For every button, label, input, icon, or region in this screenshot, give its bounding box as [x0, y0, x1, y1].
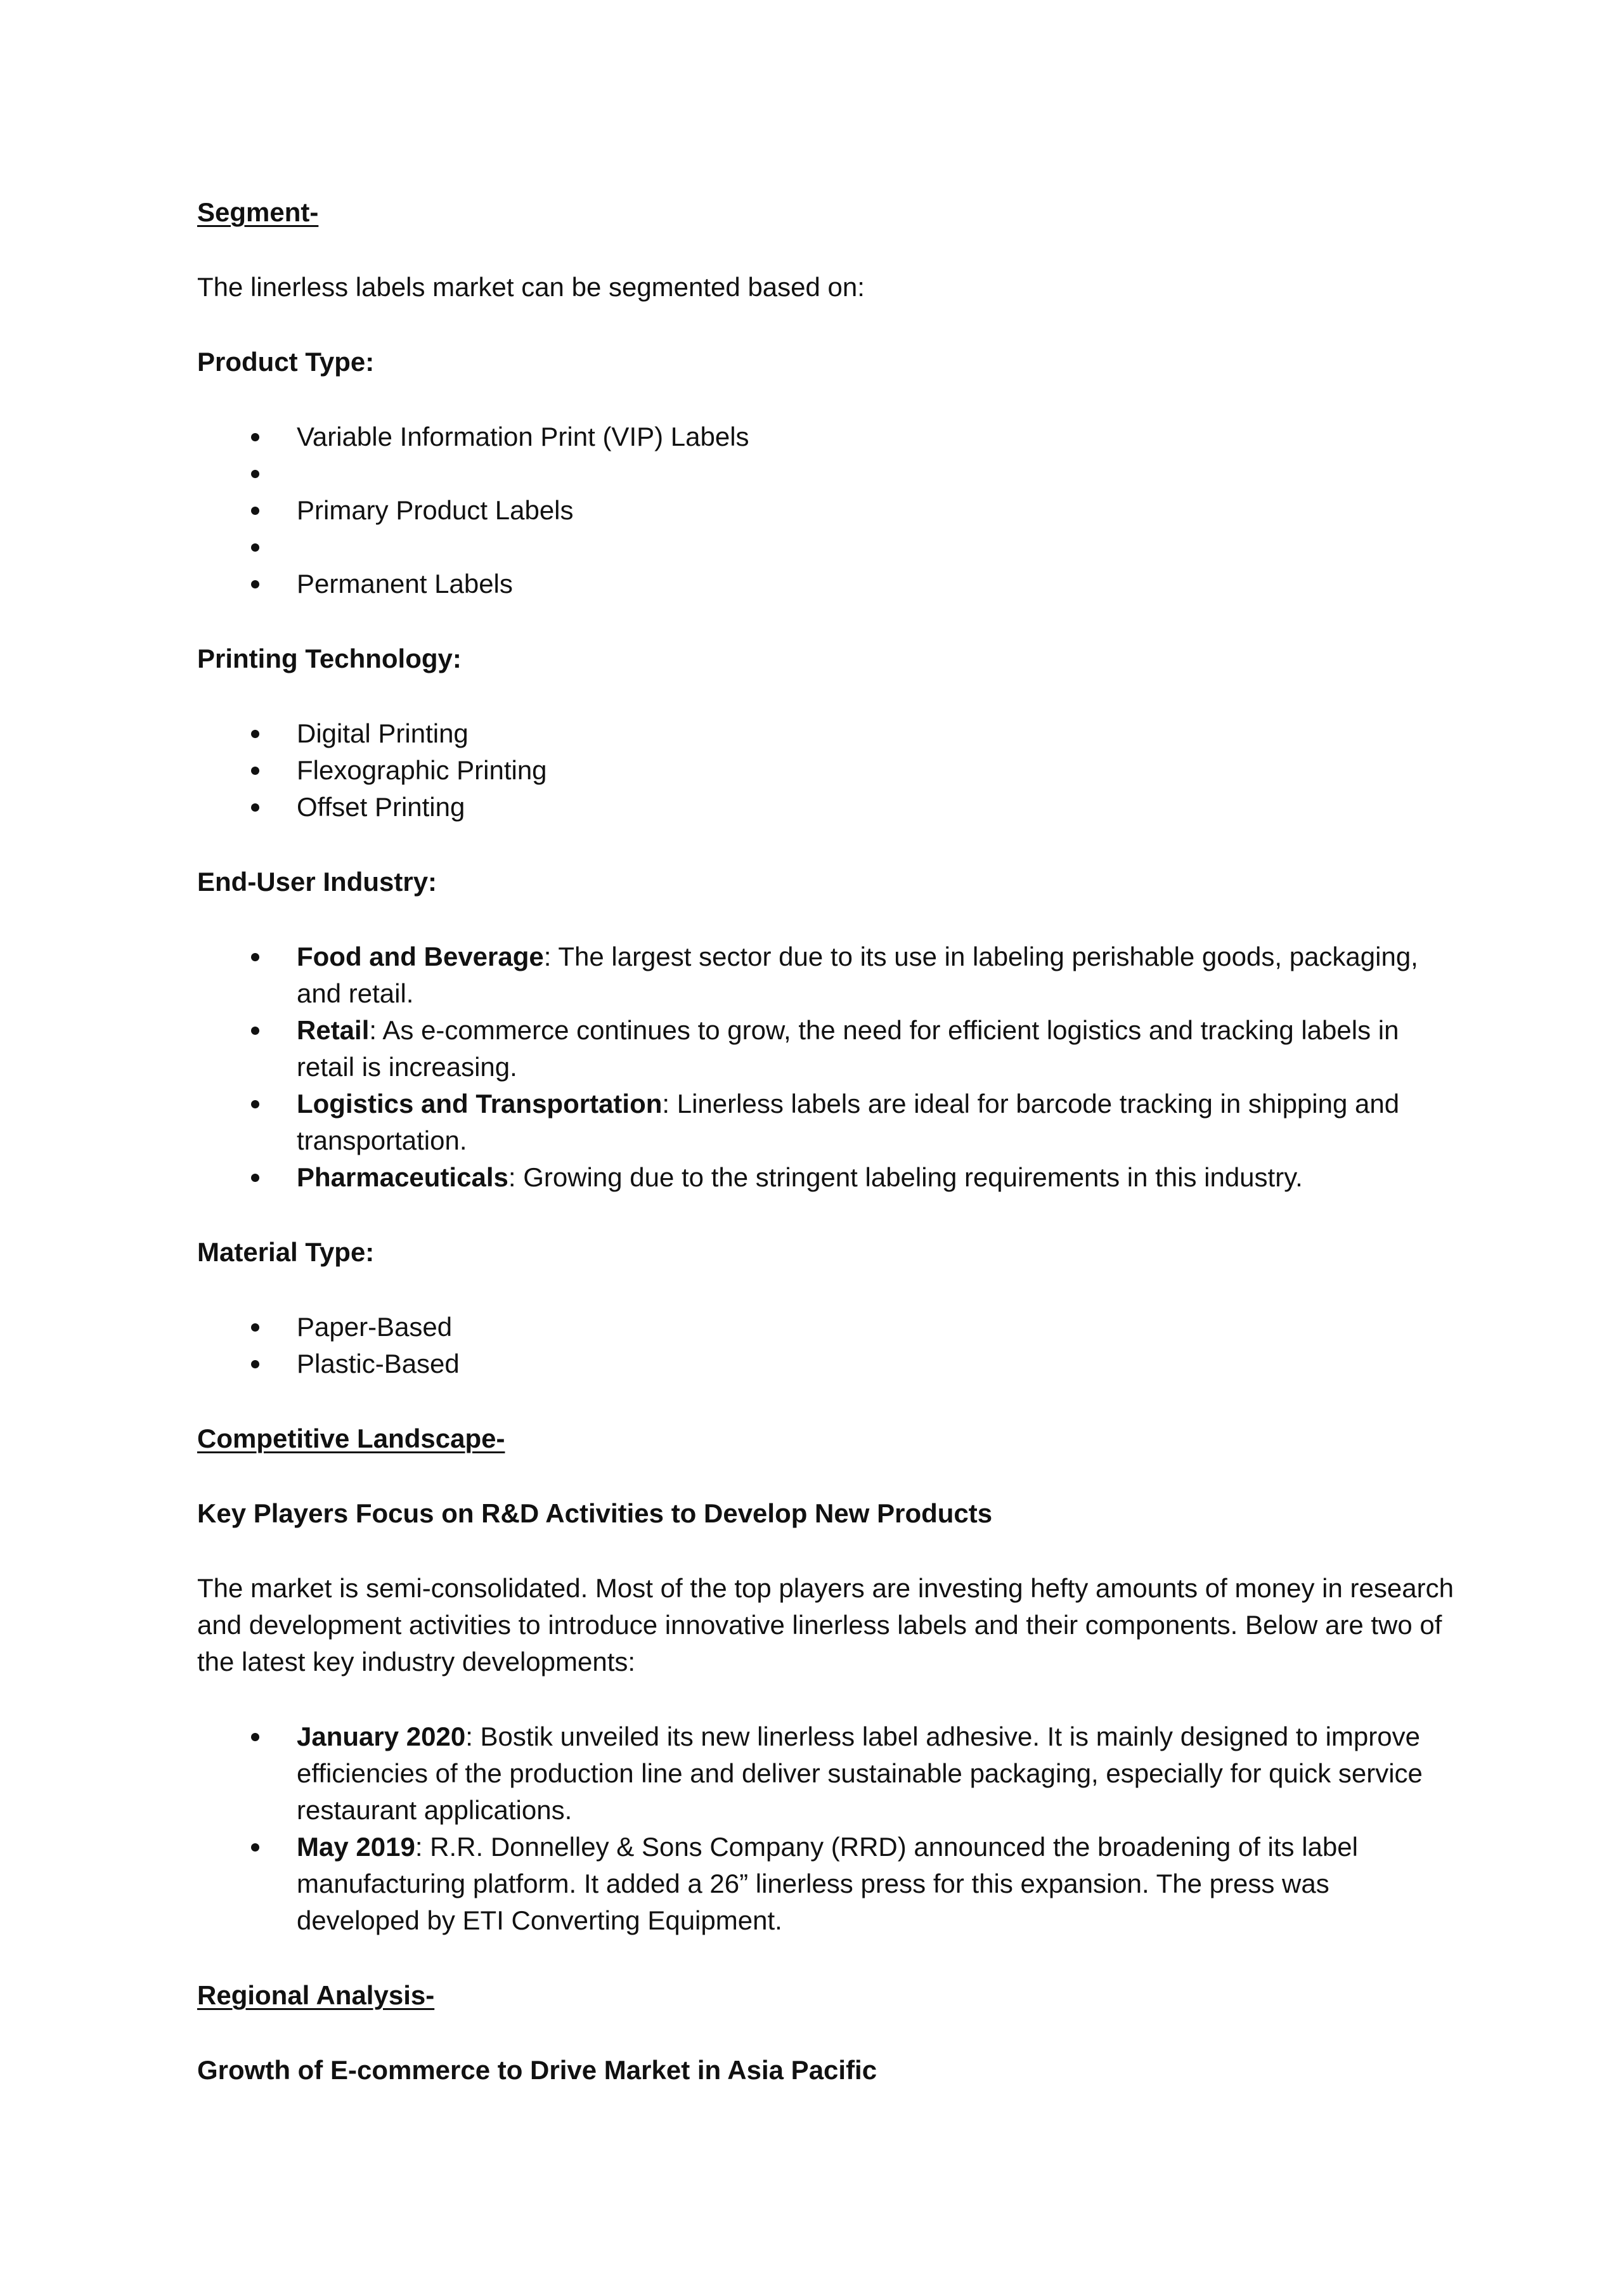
list-item [297, 938, 1459, 1012]
item-lead: Logistics and Transportation [297, 1089, 663, 1119]
list-item: Primary Product Labels [297, 492, 1459, 529]
list-item: Paper-Based [297, 1309, 1459, 1346]
item-lead: January 2020 [297, 1722, 466, 1751]
item-text: : As e-commerce continues to grow, the need for efficient logistics and tracking labels in retail is increasing. [297, 1015, 1399, 1082]
item-lead: Retail [297, 1015, 370, 1045]
list-item [297, 1159, 1459, 1196]
list-item: Variable Information Print (VIP) Labels [297, 418, 1459, 455]
regional-analysis-subheading: Growth of E-commerce to Drive Market in Asia Pacific [197, 2055, 877, 2085]
list-item: Plastic-Based [297, 1346, 1459, 1382]
regional-analysis-heading: Regional Analysis- [197, 1980, 435, 2010]
list-item [297, 1718, 1459, 1829]
developments-list [197, 1718, 1459, 1939]
item-text: : Linerless labels are ideal for barcode tracking in shipping and transportation. [297, 1089, 1400, 1155]
item-lead: Food and Beverage [297, 942, 544, 971]
list-item: Flexographic Printing [297, 752, 1459, 789]
document-page [197, 194, 1459, 2089]
list-item [297, 1829, 1459, 1939]
list-item [297, 1012, 1459, 1086]
item-lead: Pharmaceuticals [297, 1162, 508, 1192]
material-type-heading: Material Type: [197, 1237, 375, 1267]
product-type-heading: Product Type: [197, 347, 375, 377]
list-item: Digital Printing [297, 715, 1459, 752]
end-user-industry-list [197, 938, 1459, 1196]
list-item [297, 529, 1459, 566]
competitive-landscape-paragraph: The market is semi-consolidated. Most of the top players are investing hefty amounts of money in research and development activities to introduce innovative linerless labels and their components. Below are two of the latest key industry developments: [197, 1573, 1454, 1677]
item-text: : Growing due to the stringent labeling requirements in this industry. [508, 1162, 1303, 1192]
item-text: : The largest sector due to its use in labeling perishable goods, packaging, and retail. [297, 942, 1418, 1008]
item-text: : R.R. Donnelley & Sons Company (RRD) announced the broadening of its label manufacturing platform. It added a 26” linerless press for this expansion. The press was developed by ETI Converting Equipment. [297, 1832, 1358, 1935]
item-text: : Bostik unveiled its new linerless label adhesive. It is mainly designed to improve efficiencies of the production line and deliver sustainable packaging, especially for quick service restaurant applications. [297, 1722, 1423, 1825]
product-type-list [197, 418, 1459, 602]
end-user-industry-heading: End-User Industry: [197, 867, 437, 897]
list-item [297, 455, 1459, 492]
list-item [297, 1086, 1459, 1159]
printing-technology-list [197, 715, 1459, 826]
printing-technology-heading: Printing Technology: [197, 644, 462, 673]
material-type-list [197, 1309, 1459, 1382]
competitive-landscape-heading: Competitive Landscape- [197, 1424, 505, 1453]
segment-heading: Segment- [197, 197, 319, 227]
segment-intro: The linerless labels market can be segmented based on: [197, 272, 865, 302]
list-item: Offset Printing [297, 789, 1459, 826]
competitive-landscape-subheading: Key Players Focus on R&D Activities to Develop New Products [197, 1498, 993, 1528]
item-lead: May 2019 [297, 1832, 415, 1862]
list-item: Permanent Labels [297, 566, 1459, 602]
